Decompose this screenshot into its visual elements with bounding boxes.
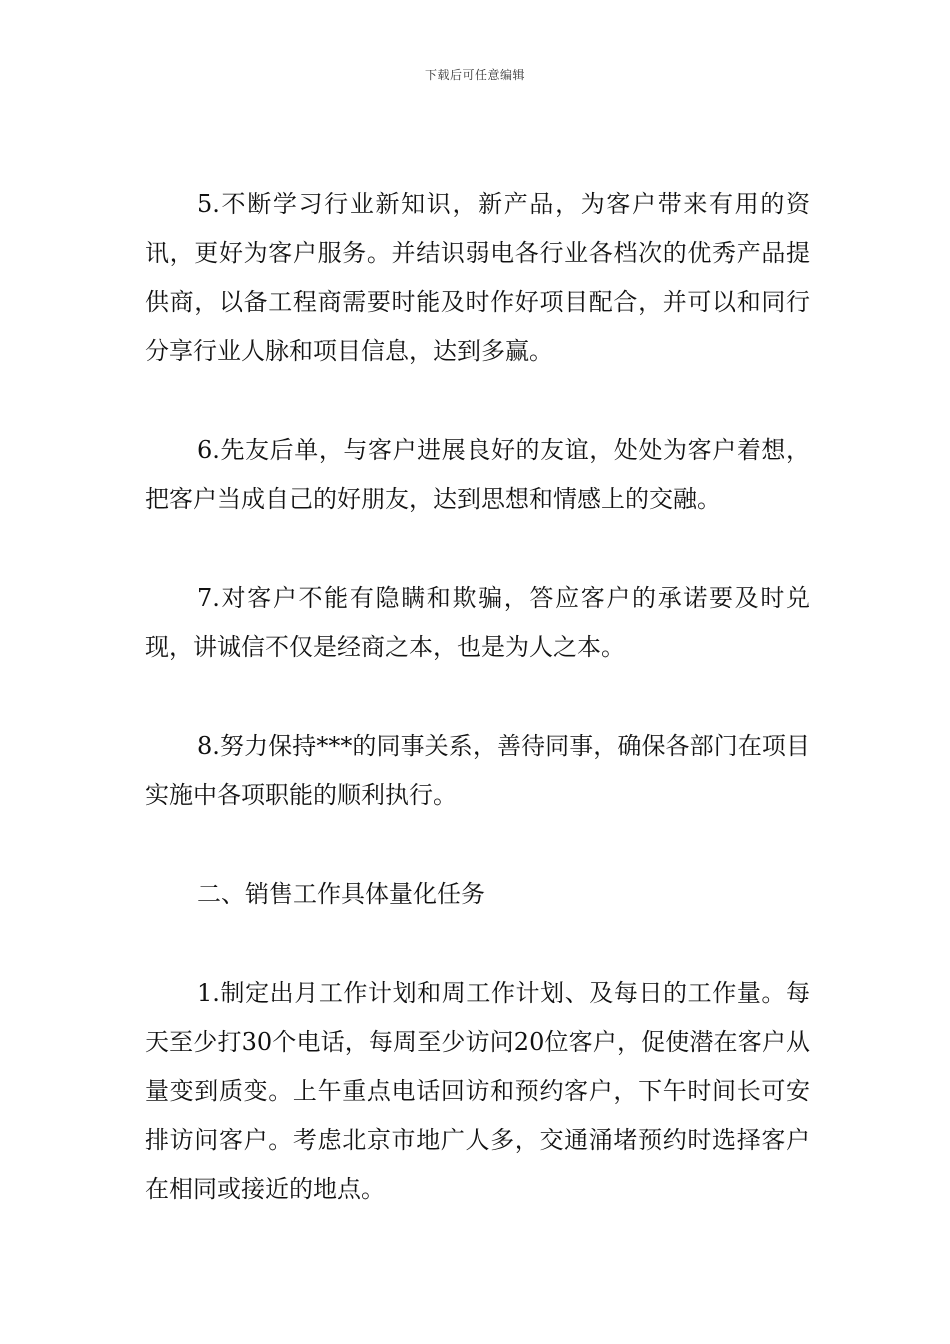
- section-heading: 二、销售工作具体量化任务: [197, 880, 485, 908]
- paragraph-item-5: 5.不断学习行业新知识，新产品，为客户带来有用的资讯，更好为客户服务。并结识弱电各行业各档次的优秀产品提供商，以备工程商需要时能及时作好项目配合，并可以和同行分享行业人脉和项目信息，达到多赢。: [145, 190, 810, 365]
- paragraph-task-1: 1.制定出月工作计划和周工作计划、及每日的工作量。每天至少打30个电话，每周至少访问20位客户，促使潜在客户从量变到质变。上午重点电话回访和预约客户，下午时间长可安排访问客户。考虑北京市地广人多，交通涌堵预约时选择客户在相同或接近的地点。: [145, 979, 810, 1203]
- document-body: [145, 180, 810, 1264]
- page-header-note: 下载后可任意编辑: [424, 68, 525, 82]
- paragraph-item-6: 6.先友后单，与客户进展良好的友谊，处处为客户着想，把客户当成自己的好朋友，达到思想和情感上的交融。: [145, 436, 810, 513]
- paragraph-item-8: 8.努力保持***的同事关系，善待同事，确保各部门在项目实施中各项职能的顺利执行。: [145, 732, 810, 809]
- paragraph-item-7: 7.对客户不能有隐瞒和欺骗，答应客户的承诺要及时兑现，讲诚信不仅是经商之本，也是为人之本。: [145, 584, 810, 661]
